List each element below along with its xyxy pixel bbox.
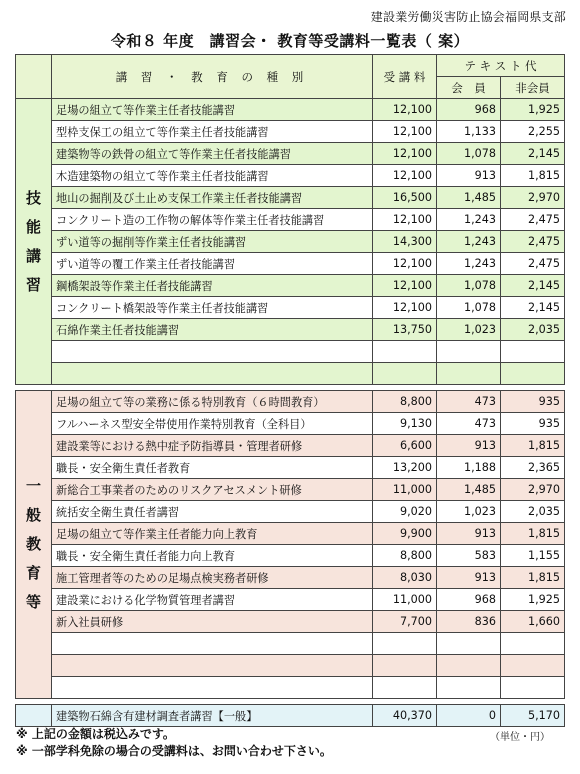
course-fee: 12,100 bbox=[373, 297, 437, 319]
text-fee-nonmember: 1,925 bbox=[501, 99, 565, 121]
table-row bbox=[16, 457, 565, 479]
table-row bbox=[16, 275, 565, 297]
course-name: 鋼橋架設等作業主任者技能講習 bbox=[52, 275, 373, 297]
course-fee bbox=[373, 633, 437, 655]
text-fee-member: 1,133 bbox=[437, 121, 501, 143]
text-fee-nonmember: 1,815 bbox=[501, 523, 565, 545]
text-fee-nonmember: 2,255 bbox=[501, 121, 565, 143]
header-nonmember: 非会員 bbox=[501, 77, 565, 99]
text-fee-member: 1,188 bbox=[437, 457, 501, 479]
course-name bbox=[52, 633, 373, 655]
course-name: ずい道等の覆工作業主任者技能講習 bbox=[52, 253, 373, 275]
course-fee: 9,130 bbox=[373, 413, 437, 435]
course-fee bbox=[373, 341, 437, 363]
text-fee-member: 1,078 bbox=[437, 297, 501, 319]
table-row bbox=[16, 523, 565, 545]
course-fee: 13,750 bbox=[373, 319, 437, 341]
course-name: 職長・安全衛生責任者能力向上教育 bbox=[52, 545, 373, 567]
header-member: 会 員 bbox=[437, 77, 501, 99]
course-name: 新総合工事業者のためのリスクアセスメント研修 bbox=[52, 479, 373, 501]
table-row bbox=[16, 319, 565, 341]
header-corner bbox=[16, 55, 52, 99]
text-fee-member bbox=[437, 341, 501, 363]
text-fee-member bbox=[437, 677, 501, 699]
text-fee-nonmember: 1,660 bbox=[501, 611, 565, 633]
text-fee-member: 1,023 bbox=[437, 501, 501, 523]
text-fee-member: 1,078 bbox=[437, 143, 501, 165]
course-name: 地山の掘削及び土止め支保工作業主任者技能講習 bbox=[52, 187, 373, 209]
course-fee bbox=[373, 363, 437, 385]
table-row bbox=[16, 501, 565, 523]
table-row bbox=[16, 567, 565, 589]
text-fee-nonmember: 2,145 bbox=[501, 297, 565, 319]
course-fee: 11,000 bbox=[373, 589, 437, 611]
course-name: 新入社員研修 bbox=[52, 611, 373, 633]
section-label-char: 一 bbox=[25, 477, 41, 495]
course-name: 型枠支保工の組立て等作業主任者技能講習 bbox=[52, 121, 373, 143]
course-fee: 12,100 bbox=[373, 275, 437, 297]
text-fee-member: 913 bbox=[437, 567, 501, 589]
text-fee-nonmember bbox=[501, 655, 565, 677]
header-fee: 受 講 料 bbox=[373, 55, 437, 99]
course-fee: 7,700 bbox=[373, 611, 437, 633]
course-name: ずい道等の掘削等作業主任者技能講習 bbox=[52, 231, 373, 253]
text-fee-nonmember bbox=[501, 363, 565, 385]
text-fee-nonmember bbox=[501, 341, 565, 363]
text-fee-nonmember: 1,925 bbox=[501, 589, 565, 611]
course-fee: 12,100 bbox=[373, 165, 437, 187]
text-fee-member: 913 bbox=[437, 165, 501, 187]
general-section bbox=[16, 385, 565, 699]
course-fee bbox=[373, 677, 437, 699]
blank-row bbox=[16, 633, 565, 655]
text-fee-nonmember: 2,475 bbox=[501, 231, 565, 253]
course-fee: 13,200 bbox=[373, 457, 437, 479]
text-fee-nonmember bbox=[501, 677, 565, 699]
text-fee-nonmember: 1,815 bbox=[501, 567, 565, 589]
text-fee-nonmember: 1,815 bbox=[501, 435, 565, 457]
course-fee: 12,100 bbox=[373, 121, 437, 143]
table-row bbox=[16, 231, 565, 253]
text-fee-nonmember: 1,815 bbox=[501, 165, 565, 187]
course-name: コンクリート橋架設等作業主任者技能講習 bbox=[52, 297, 373, 319]
text-fee-nonmember: 2,970 bbox=[501, 187, 565, 209]
section-label-char: 教 bbox=[25, 535, 41, 553]
course-fee: 16,500 bbox=[373, 187, 437, 209]
text-fee-nonmember: 935 bbox=[501, 413, 565, 435]
course-name: 足場の組立て等作業主任者技能講習 bbox=[52, 99, 373, 121]
blank-row bbox=[16, 677, 565, 699]
course-fee: 40,370 bbox=[373, 705, 437, 727]
header-text-fee: テ キ ス ト 代 bbox=[437, 55, 565, 77]
table-row bbox=[16, 435, 565, 457]
course-name bbox=[52, 363, 373, 385]
text-fee-nonmember: 2,475 bbox=[501, 253, 565, 275]
course-name bbox=[52, 341, 373, 363]
section-label-skill bbox=[16, 99, 52, 385]
table-row bbox=[16, 99, 565, 121]
course-fee: 14,300 bbox=[373, 231, 437, 253]
course-fee bbox=[373, 655, 437, 677]
course-name: コンクリート造の工作物の解体等作業主任者技能講習 bbox=[52, 209, 373, 231]
course-name: 足場の組立て等の業務に係る特別教育（６時間教育） bbox=[52, 391, 373, 413]
table-row bbox=[16, 187, 565, 209]
blank-row bbox=[16, 341, 565, 363]
course-fee: 8,800 bbox=[373, 545, 437, 567]
section-label-char: 習 bbox=[25, 275, 41, 294]
table-row bbox=[16, 121, 565, 143]
text-fee-nonmember: 2,970 bbox=[501, 479, 565, 501]
text-fee-member: 913 bbox=[437, 435, 501, 457]
table-row bbox=[16, 479, 565, 501]
text-fee-member: 1,485 bbox=[437, 479, 501, 501]
course-name: 職長・安全衛生責任者教育 bbox=[52, 457, 373, 479]
course-fee: 9,020 bbox=[373, 501, 437, 523]
note-tax: ※ 上記の金額は税込みです。 bbox=[16, 727, 175, 741]
course-name: 建築物等の鉄骨の組立て等作業主任者技能講習 bbox=[52, 143, 373, 165]
text-fee-member: 1,243 bbox=[437, 231, 501, 253]
organization-name: 建設業労働災害防止協会福岡県支部 bbox=[370, 10, 566, 24]
skill-section bbox=[16, 99, 565, 385]
text-fee-member: 1,243 bbox=[437, 253, 501, 275]
text-fee-nonmember: 2,035 bbox=[501, 501, 565, 523]
text-fee-nonmember: 2,365 bbox=[501, 457, 565, 479]
section-label-char: 講 bbox=[25, 246, 41, 265]
text-fee-nonmember: 2,145 bbox=[501, 275, 565, 297]
text-fee-member bbox=[437, 633, 501, 655]
course-name: 建設業における化学物質管理者講習 bbox=[52, 589, 373, 611]
section-label-char: 技 bbox=[25, 188, 41, 207]
text-fee-nonmember: 935 bbox=[501, 391, 565, 413]
text-fee-member bbox=[437, 363, 501, 385]
text-fee-member: 473 bbox=[437, 413, 501, 435]
course-fee: 8,030 bbox=[373, 567, 437, 589]
note-exemption: ※ 一部学科免除の場合の受講料は、お問い合わせ下さい。 bbox=[16, 744, 332, 758]
course-name: 足場の組立て等作業主任者能力向上教育 bbox=[52, 523, 373, 545]
page-title: 令和８ 年度 講習会・ 教育等受講料一覧表（ 案） bbox=[110, 32, 470, 50]
course-fee: 12,100 bbox=[373, 209, 437, 231]
table-row bbox=[16, 545, 565, 567]
table-row bbox=[16, 143, 565, 165]
course-fee: 12,100 bbox=[373, 99, 437, 121]
course-name: 木造建築物の組立て等作業主任者技能講習 bbox=[52, 165, 373, 187]
text-fee-member: 968 bbox=[437, 589, 501, 611]
notes bbox=[16, 726, 332, 760]
course-fee: 12,100 bbox=[373, 143, 437, 165]
text-fee-nonmember: 2,035 bbox=[501, 319, 565, 341]
course-name: 建設業等における熱中症予防指導員・管理者研修 bbox=[52, 435, 373, 457]
blank-row bbox=[16, 655, 565, 677]
text-fee-nonmember: 5,170 bbox=[501, 705, 565, 727]
text-fee-member: 913 bbox=[437, 523, 501, 545]
text-fee-member: 1,078 bbox=[437, 275, 501, 297]
table-row bbox=[16, 705, 565, 727]
section-label-char: 等 bbox=[25, 593, 41, 611]
course-name: 施工管理者等のための足場点検実務者研修 bbox=[52, 567, 373, 589]
text-fee-member bbox=[437, 655, 501, 677]
blank-row bbox=[16, 363, 565, 385]
course-fee: 6,600 bbox=[373, 435, 437, 457]
text-fee-member: 1,485 bbox=[437, 187, 501, 209]
table-row bbox=[16, 391, 565, 413]
header-course-name: 講 習 ・ 教 育 の 種 別 bbox=[52, 55, 373, 99]
text-fee-nonmember: 2,145 bbox=[501, 143, 565, 165]
course-name: フルハーネス型安全帯使用作業特別教育（全科目） bbox=[52, 413, 373, 435]
course-name bbox=[52, 655, 373, 677]
table-row bbox=[16, 165, 565, 187]
table-row bbox=[16, 253, 565, 275]
text-fee-member: 836 bbox=[437, 611, 501, 633]
text-fee-nonmember bbox=[501, 633, 565, 655]
extra-section bbox=[16, 699, 565, 727]
text-fee-member: 1,243 bbox=[437, 209, 501, 231]
course-name: 石綿作業主任者技能講習 bbox=[52, 319, 373, 341]
text-fee-member: 0 bbox=[437, 705, 501, 727]
section-label-char: 般 bbox=[25, 506, 41, 524]
course-fee: 9,900 bbox=[373, 523, 437, 545]
text-fee-member: 1,023 bbox=[437, 319, 501, 341]
table-row bbox=[16, 413, 565, 435]
course-fee: 11,000 bbox=[373, 479, 437, 501]
table-row bbox=[16, 297, 565, 319]
table-row bbox=[16, 611, 565, 633]
section-label-general bbox=[16, 391, 52, 699]
table-row bbox=[16, 209, 565, 231]
text-fee-member: 968 bbox=[437, 99, 501, 121]
text-fee-nonmember: 1,155 bbox=[501, 545, 565, 567]
text-fee-member: 473 bbox=[437, 391, 501, 413]
section-label-char: 能 bbox=[25, 217, 41, 236]
table-row bbox=[16, 589, 565, 611]
text-fee-nonmember: 2,475 bbox=[501, 209, 565, 231]
fee-table bbox=[15, 54, 565, 727]
section-label-char: 育 bbox=[25, 564, 41, 582]
course-name: 統括安全衛生責任者講習 bbox=[52, 501, 373, 523]
section-label-extra bbox=[16, 705, 52, 727]
course-name: 建築物石綿含有建材調査者講習【一般】 bbox=[52, 705, 373, 727]
course-fee: 8,800 bbox=[373, 391, 437, 413]
course-name bbox=[52, 677, 373, 699]
text-fee-member: 583 bbox=[437, 545, 501, 567]
course-fee: 12,100 bbox=[373, 253, 437, 275]
unit-label: （単位・円） bbox=[490, 732, 550, 743]
